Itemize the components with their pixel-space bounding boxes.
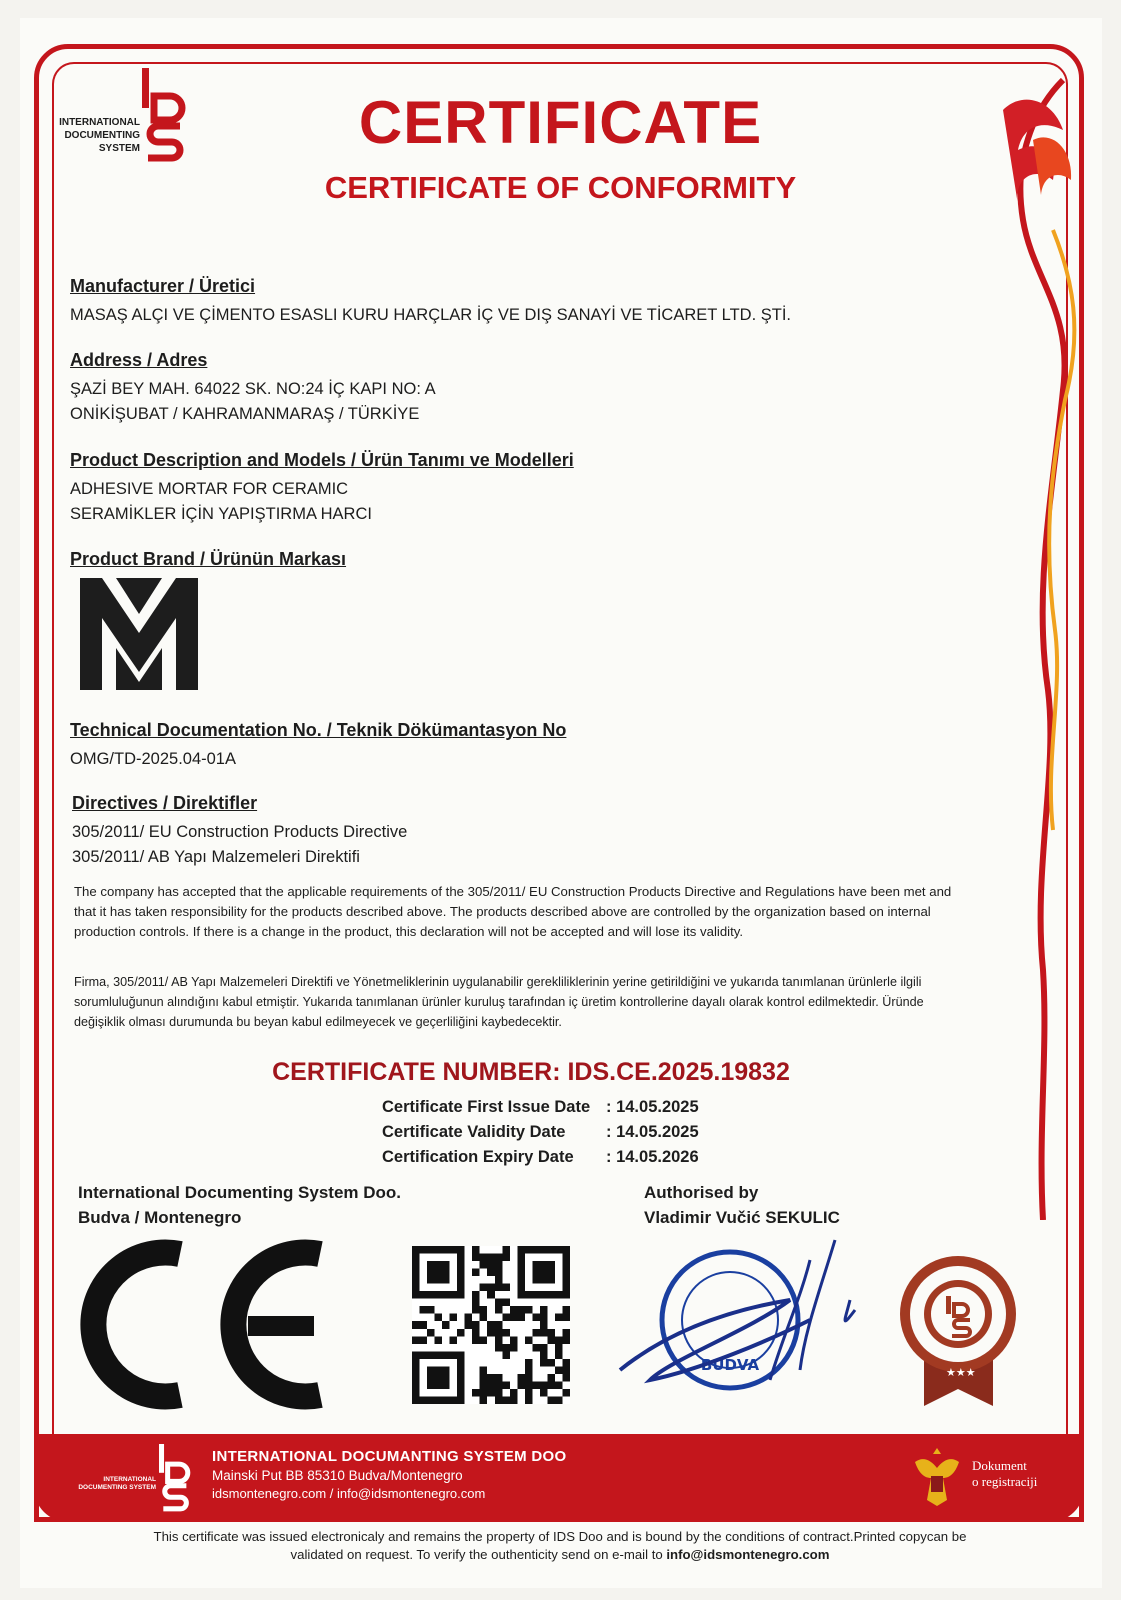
brand-mm-logo-icon bbox=[80, 578, 198, 690]
certificate-number: CERTIFICATE NUMBER: IDS.CE.2025.19832 bbox=[272, 1058, 790, 1086]
authorised-name: Vladimir Vučić SEKULIC bbox=[644, 1208, 840, 1227]
date-value: : 14.05.2025 bbox=[606, 1123, 699, 1141]
footer-ids-monogram-icon bbox=[158, 1444, 196, 1516]
declaration-en: The company has accepted that the applicable requirements of the 305/2011/ EU Construction Products Directive and Regulations have been met and that it has taken responsibility for the products described above. The products described above are controlled by the organization based on internal production controls. If there is a change in the product, this declaration will not be accepted and will lose its validity. bbox=[74, 884, 952, 939]
issuer-block bbox=[78, 1180, 401, 1230]
verification-note bbox=[60, 1528, 1060, 1564]
tech-doc-value: OMG/TD-2025.04-01A bbox=[70, 750, 236, 768]
footer-address: Mainski Put BB 85310 Budva/Montenegro bbox=[212, 1468, 463, 1483]
brand-section bbox=[70, 549, 930, 576]
issuer-location: Budva / Montenegro bbox=[78, 1208, 242, 1227]
issuer-name: International Documenting System Doo. bbox=[78, 1183, 402, 1202]
declaration-tr: Firma, 305/2011/ AB Yapı Malzemeleri Direktifi ve Yönetmeliklerinin uygulanabilir gerekliliklerinin yerine getirildiğini ve yukarıda tanımlanan ürünlerle ilgili sorumluluğunun alındığını kabul etmiştir. Yukarıda tanımlanan ürünler kuruluş tarafından iç üretim kontrollerine dayalı olarak kontrol edilmektedir. Üründe değişiklik olması durumunda bu beyan kabul edilmeyecek ve geçerliliğini kaybedecektir. bbox=[74, 975, 924, 1029]
footer-band bbox=[34, 1434, 1084, 1522]
footer-registration bbox=[972, 1458, 1037, 1490]
date-value: : 14.05.2025 bbox=[606, 1098, 699, 1116]
phoenix-flame-icon bbox=[993, 70, 1083, 1220]
address-section bbox=[70, 350, 930, 427]
directives-section bbox=[72, 793, 932, 870]
verification-note-line-2: validated on request. To verify the outhenticity send on e-mail to bbox=[290, 1547, 663, 1562]
footer-ids-logo bbox=[70, 1444, 200, 1516]
date-label: Certification Expiry Date bbox=[382, 1148, 574, 1166]
svg-text:BUDVA: BUDVA bbox=[700, 1356, 760, 1374]
qr-code-icon[interactable] bbox=[412, 1246, 570, 1404]
ids-logo-text: INTERNATIONAL DOCUMENTING SYSTEM bbox=[59, 117, 140, 154]
product-heading: Product Description and Models / Ürün Tanımı ve Modelleri bbox=[70, 450, 574, 470]
directives-heading: Directives / Direktifler bbox=[72, 793, 258, 813]
product-line-1: ADHESIVE MORTAR FOR CERAMIC bbox=[70, 480, 349, 498]
tech-doc-heading: Technical Documentation No. / Teknik Dökümantasyon No bbox=[70, 720, 567, 740]
ce-mark-icon bbox=[80, 1232, 350, 1417]
footer-web-link[interactable]: idsmontenegro.com / info@idsmontenegro.com bbox=[212, 1486, 486, 1501]
manufacturer-section bbox=[70, 276, 930, 328]
verification-note-line-1: This certificate was issued electronicaly and remains the property of IDS Doo and is bound by the conditions of contract.Printed copycan be bbox=[153, 1529, 967, 1544]
brand-heading: Product Brand / Ürünün Markası bbox=[70, 549, 347, 569]
manufacturer-heading: Manufacturer / Üretici bbox=[70, 276, 256, 296]
address-heading: Address / Adres bbox=[70, 350, 208, 370]
directives-line-2: 305/2011/ AB Yapı Malzemeleri Direktifi bbox=[72, 848, 360, 866]
svg-text:★★★: ★★★ bbox=[946, 1366, 976, 1379]
certificate-dates bbox=[382, 1095, 699, 1170]
date-label: Certificate Validity Date bbox=[382, 1123, 566, 1141]
date-row bbox=[382, 1145, 699, 1170]
product-section bbox=[70, 450, 930, 527]
footer-company: INTERNATIONAL DOCUMANTING SYSTEM DOO bbox=[212, 1448, 567, 1465]
verification-email-link[interactable]: info@idsmontenegro.com bbox=[666, 1547, 830, 1562]
date-row bbox=[382, 1095, 699, 1120]
date-label: Certificate First Issue Date bbox=[382, 1098, 591, 1116]
date-value: : 14.05.2026 bbox=[606, 1148, 699, 1166]
ids-quality-seal-icon bbox=[896, 1244, 1021, 1409]
footer-reg-line-1: Dokument bbox=[972, 1458, 1027, 1473]
address-line-1: ŞAZİ BEY MAH. 64022 SK. NO:24 İÇ KAPI NO: A bbox=[70, 380, 436, 398]
official-stamp-signature-icon bbox=[610, 1220, 870, 1410]
certificate-title: CERTIFICATE bbox=[358, 89, 763, 156]
montenegro-crest-icon bbox=[909, 1444, 965, 1510]
directives-line-1: 305/2011/ EU Construction Products Directive bbox=[72, 823, 408, 841]
footer-reg-line-2: o registraciji bbox=[972, 1474, 1038, 1489]
tech-doc-section bbox=[70, 720, 930, 772]
authorised-label: Authorised by bbox=[644, 1183, 759, 1202]
address-line-2: ONİKİŞUBAT / KAHRAMANMARAŞ / TÜRKİYE bbox=[70, 405, 420, 423]
product-line-2: SERAMİKLER İÇİN YAPIŞTIRMA HARCI bbox=[70, 505, 372, 523]
footer-logo-text: INTERNATIONAL DOCUMENTING SYSTEM bbox=[78, 1476, 156, 1491]
date-row bbox=[382, 1120, 699, 1145]
certificate-subtitle: CERTIFICATE OF CONFORMITY bbox=[324, 170, 797, 205]
manufacturer-value: MASAŞ ALÇI VE ÇİMENTO ESASLI KURU HARÇLAR İÇ VE DIŞ SANAYİ VE TİCARET LTD. ŞTİ. bbox=[70, 306, 791, 324]
